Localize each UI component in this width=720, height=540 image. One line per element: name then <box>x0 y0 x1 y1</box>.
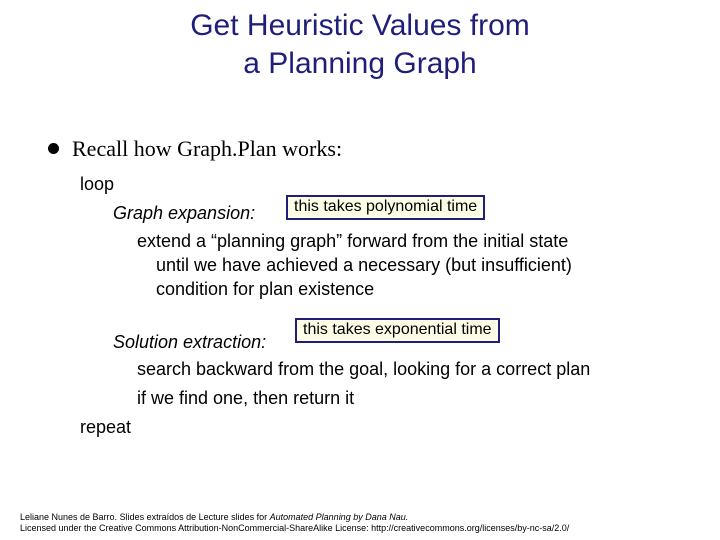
graph-expansion-label: Graph expansion: <box>113 203 256 223</box>
expansion-line-3: condition for plan existence <box>156 279 375 299</box>
repeat-label: repeat <box>80 417 132 437</box>
bullet-dot-icon <box>48 143 59 154</box>
footer-license-line: Licensed under the Creative Commons Attribution-NonCommercial-ShareAlike License: http://creativecommons.org/licenses/by-nc-sa/2.0/ <box>20 523 570 533</box>
exponential-time-note: this takes exponential time <box>295 318 500 343</box>
footer-credit-source: Automated Planning by Dana Nau. <box>269 512 409 522</box>
loop-label: loop <box>80 174 115 194</box>
polynomial-time-note: this takes polynomial time <box>286 195 485 220</box>
footer-credit-line <box>20 512 408 523</box>
footer-credit-text: Leliane Nunes de Barro. Slides extraídos de Lecture slides for <box>20 512 270 522</box>
bullet-text: Recall how Graph.Plan works: <box>72 136 343 161</box>
search-line-2: if we find one, then return it <box>137 388 355 408</box>
solution-extraction-label: Solution extraction: <box>113 332 267 352</box>
expansion-line-1: extend a “planning graph” forward from the initial state <box>137 231 569 251</box>
search-line-1: search backward from the goal, looking for a correct plan <box>137 359 591 379</box>
slide-title-line-2: a Planning Graph <box>243 47 477 80</box>
slide-title-line-1: Get Heuristic Values from <box>190 9 530 42</box>
expansion-line-2: until we have achieved a necessary (but insufficient) <box>156 255 572 275</box>
